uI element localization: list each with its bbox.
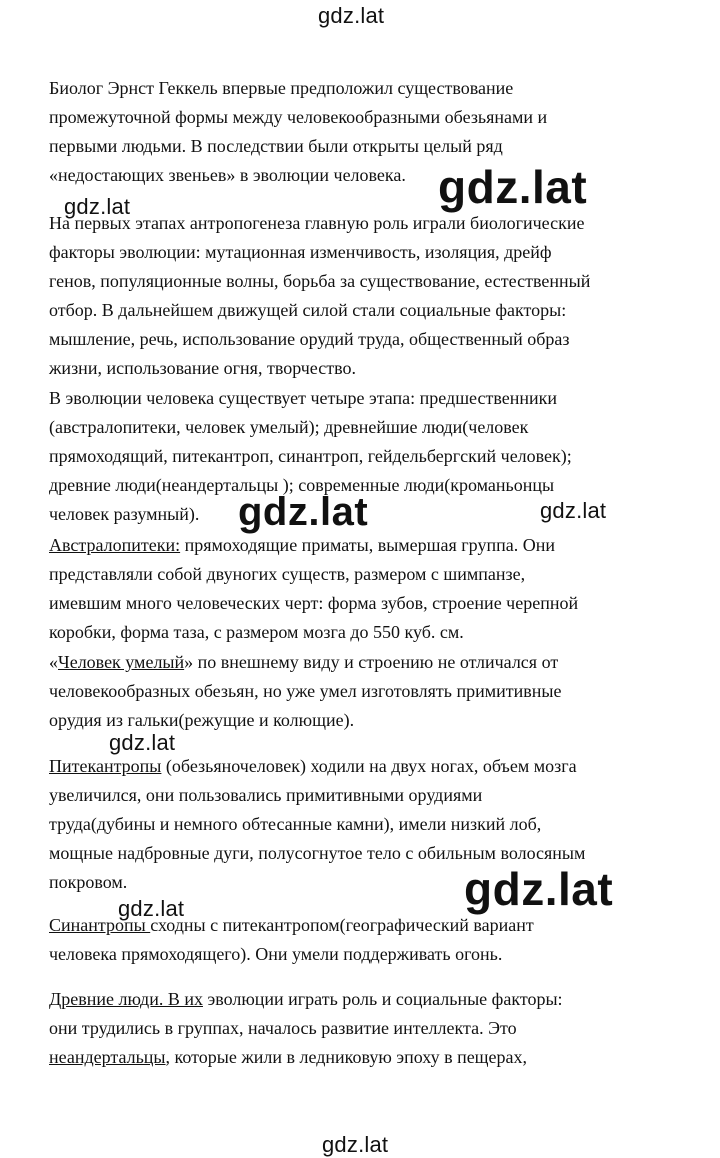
text-fragment: (обезьяночеловек) ходили на двух ногах, объем мозга — [161, 756, 577, 776]
text-line: человека прямоходящего). Они умели поддерживать огонь. — [49, 944, 503, 964]
text-line: На первых этапах антропогенеза главную роль играли биологические — [49, 213, 585, 233]
text-line: коробки, форма таза, с размером мозга до 550 куб. см. — [49, 622, 464, 642]
watermark-left-2: gdz.lat — [109, 730, 176, 755]
watermark-bottom: gdz.lat — [322, 1132, 389, 1157]
text-line — [49, 988, 563, 1010]
text-line: отбор. В дальнейшем движущей силой стали социальные факторы: — [49, 300, 567, 320]
text-line: человек разумный). — [49, 504, 200, 524]
watermark-lower-big: gdz.lat — [464, 863, 614, 915]
text-fragment: , которые жили в ледниковую эпоху в пещерах, — [165, 1047, 528, 1067]
text-line — [49, 534, 555, 556]
watermark-mid-big: gdz.lat — [238, 490, 369, 534]
text-line: В эволюции человека существует четыре этапа: предшественники — [49, 388, 558, 408]
watermark-mid-right: gdz.lat — [540, 498, 607, 523]
text-line: они трудились в группах, началось развитие интеллекта. Это — [49, 1018, 517, 1038]
watermark-header-big: gdz.lat — [438, 161, 588, 213]
text-line: представляли собой двуногих существ, размером с шимпанзе, — [49, 564, 526, 584]
text-line: мышление, речь, использование орудий труда, общественный образ — [49, 329, 570, 349]
text-line: факторы эволюции: мутационная изменчивость, изоляция, дрейф — [49, 242, 552, 262]
watermark-header-left: gdz.lat — [64, 194, 131, 219]
text-line — [49, 1046, 527, 1068]
text-line: первыми людьми. В последствии были открыты целый ряд — [49, 136, 503, 156]
text-line: Биолог Эрнст Геккель впервые предположил существование — [49, 78, 514, 98]
text-line: жизни, использование огня, творчество. — [49, 358, 356, 378]
text-line — [49, 651, 558, 673]
text-fragment: сходны с питекантропом(географический вариант — [150, 915, 534, 935]
text-line — [49, 914, 534, 936]
term-homo-habilis: Человек умелый — [58, 652, 185, 672]
term-pithecanthropus: Питекантропы — [49, 756, 162, 776]
text-line: имевшим много человеческих черт: форма зубов, строение черепной — [49, 593, 579, 613]
text-line: генов, популяционные волны, борьба за существование, естественный — [49, 271, 591, 291]
term-ancient-people: Древние люди. В их — [49, 989, 203, 1009]
text-fragment: » по внешнему виду и строению не отличался от — [184, 652, 559, 672]
watermark-top: gdz.lat — [318, 3, 385, 28]
text-line: (австралопитеки, человек умелый); древнейшие люди(человек — [49, 417, 529, 437]
text-line: мощные надбровные дуги, полусогнутое тело с обильным волосяным — [49, 843, 586, 863]
text-line: древние люди(неандертальцы ); современные люди(кроманьонцы — [49, 475, 555, 495]
text-fragment: эволюции играть роль и социальные факторы: — [202, 989, 563, 1009]
text-line — [49, 755, 577, 777]
text-fragment: « — [49, 652, 58, 672]
term-australopithecus: Австралопитеки: — [49, 535, 181, 555]
term-neanderthals: неандертальцы — [49, 1047, 166, 1067]
text-line: труда(дубины и немного обтесанные камни), имели низкий лоб, — [49, 814, 542, 834]
text-line: промежуточной формы между человекообразными обезьянами и — [49, 107, 548, 127]
watermark-left-3: gdz.lat — [118, 896, 185, 921]
text-line: прямоходящий, питекантроп, синантроп, гейдельбергский человек); — [49, 446, 572, 466]
text-line: «недостающих звеньев» в эволюции человека. — [49, 165, 406, 185]
term-sinanthropus: Синантропы — [49, 915, 151, 935]
text-line: человекообразных обезьян, но уже умел изготовлять примитивные — [49, 681, 562, 701]
text-line: орудия из гальки(режущие и колющие). — [49, 710, 355, 730]
text-fragment: прямоходящие приматы, вымершая группа. Они — [180, 535, 555, 555]
text-line: увеличился, они пользовались примитивными орудиями — [49, 785, 483, 805]
text-line: покровом. — [49, 872, 128, 892]
